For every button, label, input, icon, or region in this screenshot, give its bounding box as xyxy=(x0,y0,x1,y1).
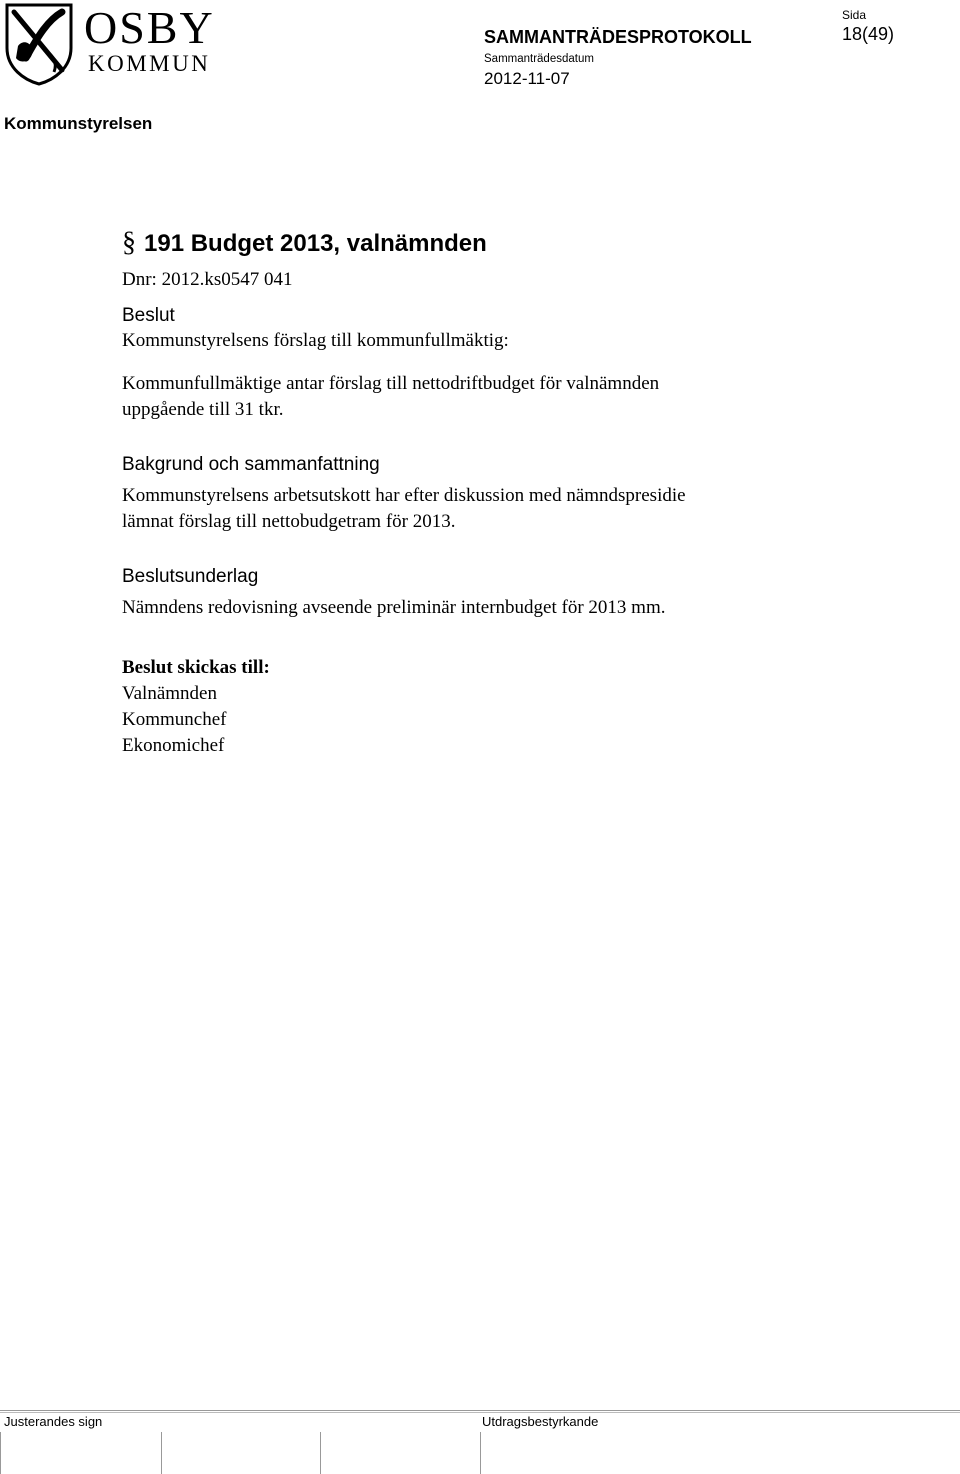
diary-number: Dnr: 2012.ks0547 041 xyxy=(122,269,293,290)
section-symbol: § xyxy=(122,227,136,258)
section-title: 191 Budget 2013, valnämnden xyxy=(144,230,487,257)
document-title: SAMMANTRÄDESPROTOKOLL xyxy=(484,27,752,47)
recipient-item: Valnämnden xyxy=(122,683,217,704)
signature-box-divider xyxy=(320,1432,321,1474)
bakgrund-heading: Bakgrund och sammanfattning xyxy=(122,454,380,475)
recipient-item: Kommunchef xyxy=(122,709,227,730)
logo-subtext: KOMMUN xyxy=(88,51,211,76)
beslut-heading: Beslut xyxy=(122,305,175,326)
page-number: 18(49) xyxy=(842,24,895,44)
signature-box-divider xyxy=(161,1432,162,1474)
bakgrund-text-line1: Kommunstyrelsens arbetsutskott har efter diskussion med nämndspresidie xyxy=(122,485,686,506)
section-heading xyxy=(122,228,922,259)
justerandes-sign-label: Justerandes sign xyxy=(4,1414,103,1429)
beslut-text-line2: uppgående till 31 tkr. xyxy=(122,399,284,420)
date-value: 2012-11-07 xyxy=(484,69,570,88)
signature-footer xyxy=(0,1410,960,1474)
recipient-item: Ekonomichef xyxy=(122,735,225,756)
footer-divider xyxy=(0,1410,960,1411)
skickas-heading: Beslut skickas till: xyxy=(122,657,270,678)
signature-box-divider xyxy=(0,1432,1,1474)
protocol-content xyxy=(122,228,922,759)
utdragsbestyrkande-label: Utdragsbestyrkande xyxy=(482,1414,599,1429)
date-label: Sammanträdesdatum xyxy=(484,53,594,65)
page-label: Sida xyxy=(842,8,867,22)
bakgrund-text-line2: lämnat förslag till nettobudgetram för 2013. xyxy=(122,511,456,532)
logo-text: OSBY xyxy=(84,2,215,53)
beslutsunderlag-heading: Beslutsunderlag xyxy=(122,566,259,587)
beslut-text-line1: Kommunfullmäktige antar förslag till nettodriftbudget för valnämnden xyxy=(122,373,660,394)
beslutsunderlag-text: Nämndens redovisning avseende preliminär internbudget för 2013 mm. xyxy=(122,597,666,618)
coat-of-arms-icon xyxy=(4,2,74,86)
footer-divider xyxy=(0,1412,960,1413)
signature-box-divider xyxy=(480,1432,481,1474)
body-name: Kommunstyrelsen xyxy=(4,114,153,133)
beslut-intro: Kommunstyrelsens förslag till kommunfullmäktig: xyxy=(122,330,509,351)
